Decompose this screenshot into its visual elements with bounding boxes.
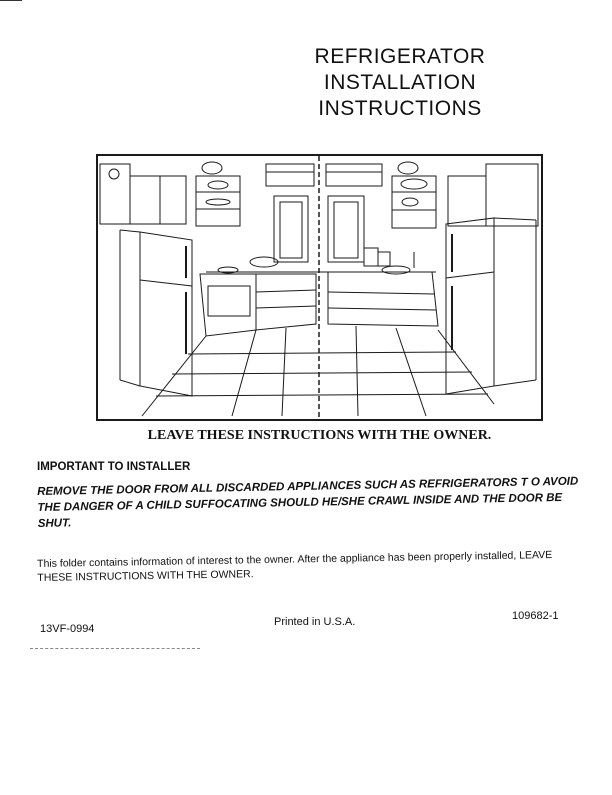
info-text: This folder contains information of interest to the owner. After the appliance has been properly installed, LEAVE THESE INSTRUCTIONS WITH THE OWNER. bbox=[37, 549, 553, 584]
page-title bbox=[300, 44, 500, 122]
warning-text: REMOVE THE DOOR FROM ALL DISCARDED APPLIANCES SUCH AS REFRIGERATORS T O AVOID THE DANGER OF A CHILD SUFFOCATING SHOULD HE/SHE CRAWL INSIDE AND THE DOOR BE SHUT. bbox=[37, 475, 579, 530]
corner-mark bbox=[0, 0, 22, 1]
important-heading: IMPORTANT TO INSTALLER bbox=[37, 461, 191, 473]
footer-right-code: 109682-1 bbox=[512, 610, 559, 622]
leave-instructions-caption: LEAVE THESE INSTRUCTIONS WITH THE OWNER. bbox=[147, 428, 492, 443]
title-line-1: REFRIGERATOR bbox=[314, 45, 486, 68]
footer-left-code: 13VF-0994 bbox=[40, 623, 95, 635]
title-line-3: INSTRUCTIONS bbox=[318, 97, 482, 120]
kitchen-illustration bbox=[96, 154, 543, 421]
dashed-rule bbox=[30, 648, 200, 649]
title-line-2: INSTALLATION bbox=[323, 71, 477, 94]
footer-printed: Printed in U.S.A. bbox=[274, 616, 356, 628]
